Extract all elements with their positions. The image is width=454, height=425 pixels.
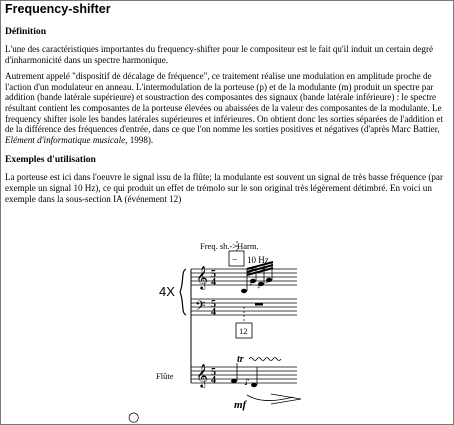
time-signature-top: 5	[211, 299, 216, 310]
page-title: Frequency-shifter	[5, 2, 111, 16]
bass-clef-icon: 𝄢	[195, 298, 206, 317]
sharp-icon: ♯	[257, 283, 261, 291]
section-heading-examples: Exemples d'utilisation	[5, 154, 96, 166]
shift-box-label: –	[232, 254, 237, 264]
note-head	[241, 289, 247, 293]
whole-rest	[255, 303, 263, 306]
book-title: Elément d'informatique musicale	[5, 134, 126, 145]
definition-paragraph-2	[5, 71, 451, 145]
sharp-icon: ♯	[249, 280, 253, 288]
dynamic-marking: mf	[234, 399, 247, 411]
time-signature-top: 5	[211, 269, 216, 280]
sharp-icon: ♯	[265, 278, 269, 286]
time-signature-bottom: 4	[211, 307, 216, 318]
repeat-label: 4X	[159, 284, 175, 299]
frequency-shifter-label: Freq. sh.->Harm.	[200, 241, 259, 251]
trill-marking: tr	[237, 354, 244, 365]
definition-text-start: Autrement appelé "dispositif de décalage de fréquence", ce traitement réalise une modulation en amplitude proche de l'action d'un modulateur en anneau. L'intermodulation de la porteuse (p) et de la modulante (m) produit un spectre par addition (bande latérale supérieure) et soustraction des composantes des signaux (bande latérale inférieure) : le spectre résultant contient les composantes de la porteuse élevées ou abaissées de la valeur des composantes de la modulante. Le frequency shifter isole les bandes latérales supérieures et inférieures. On obtient donc les sorties séparées de l'addition et de la différence des fréquences d'entrée, dans ce que l'on nomme les sorties positives et négatives (d'après Marc Battier,	[5, 71, 443, 135]
event-number: 12	[239, 326, 248, 336]
trill-wavy-line	[249, 358, 281, 361]
time-signature-top: 5	[211, 367, 216, 378]
frequency-label: 10 Hz	[247, 255, 269, 265]
grace-note-icon: ♪	[244, 378, 250, 388]
document-content	[5, 2, 451, 204]
note-head	[251, 383, 257, 387]
instrument-label: Flûte	[156, 371, 174, 381]
definition-paragraph-1: L'une des caractéristiques importantes du frequency-shifter pour le compositeur est le fait qu'il induit un certain degré d'inharmonicité dans un spectre harmonique.	[5, 44, 434, 65]
grand-staff-brace	[180, 269, 186, 315]
circle-icon: ○	[128, 410, 140, 425]
time-signature-bottom: 4	[211, 375, 216, 386]
examples-paragraph: La porteuse est ici dans l'oeuvre le signal issu de la flûte; la modulante est souvent un signal de très basse fréquence (par exemple un signal 10 Hz), ce qui produit un effet de trémolo sur le son original très légèrement détimbré. En voici un exemple dans la sous-section IA (événement 12)	[5, 172, 444, 204]
treble-clef-icon: 𝄞	[196, 363, 208, 387]
note-head	[231, 379, 237, 383]
definition-text-end: , 1998).	[125, 134, 154, 145]
slur	[247, 395, 293, 401]
treble-clef-icon: 𝄞	[196, 265, 208, 289]
time-signature-bottom: 4	[211, 277, 216, 288]
section-heading-definition: Définition	[5, 26, 47, 37]
music-score	[1, 236, 454, 425]
